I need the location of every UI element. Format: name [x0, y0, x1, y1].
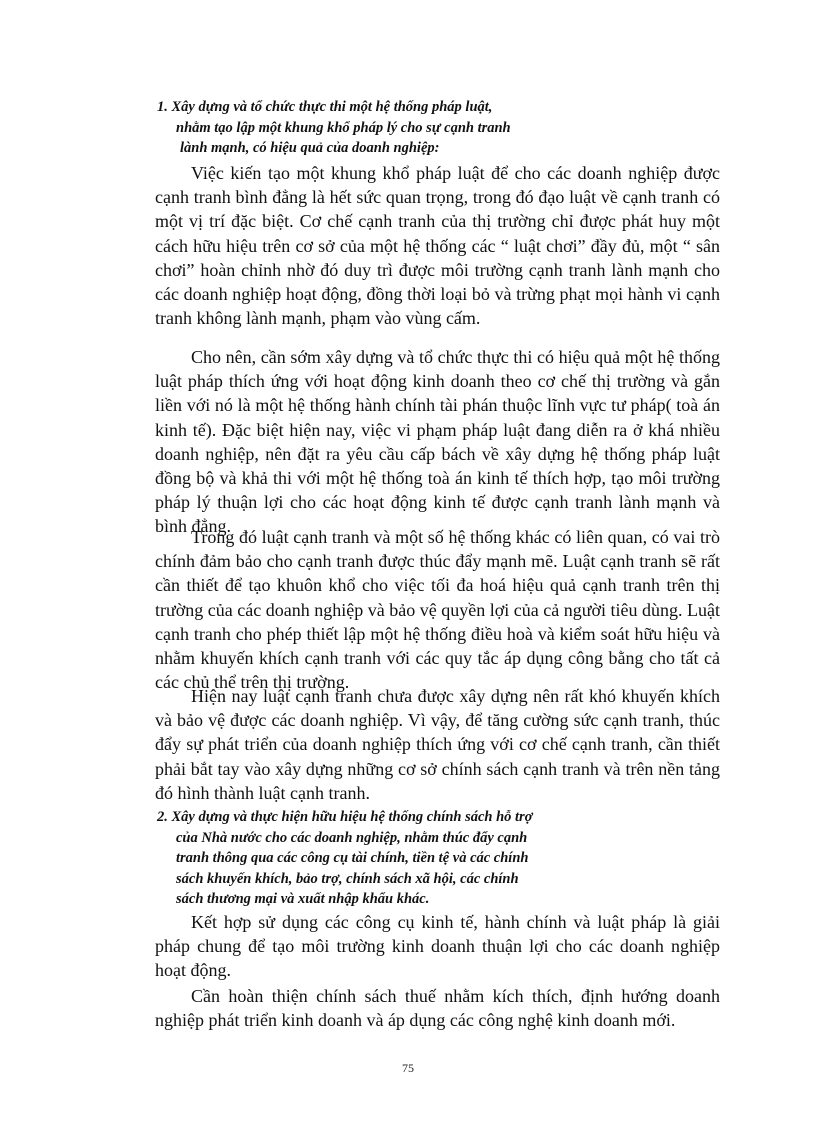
section-2-paragraph: Cần hoàn thiện chính sách thuế nhằm kích thích, định hướng doanh nghiệp phát triển kinh doanh và áp dụng các công nghệ kinh doanh mới. — [155, 986, 720, 1031]
section-2-heading-line: sách khuyến khích, bảo trợ, chính sách xã hội, các chính — [176, 870, 519, 887]
section-1-heading-line: 1. Xây dựng và tổ chức thực thi một hệ thống pháp luật, — [157, 99, 493, 115]
section-1-heading-line: lành mạnh, có hiệu quả của doanh nghiệp: — [180, 140, 440, 156]
section-1-heading-line: nhằm tạo lập một khung khổ pháp lý cho sự cạnh tranh — [176, 119, 511, 136]
section-1-paragraph: Cho nên, cần sớm xây dựng và tổ chức thực thi có hiệu quả một hệ thống luật pháp thích ứng với hoạt động kinh doanh theo cơ chế thị trường và gắn liền với nó là một hệ thống hành chính tài phán thuộc lĩnh vực tư pháp( toà án kinh tế). Đặc biệt hiện nay, việc vi phạm pháp luật đang diễn ra ở khá nhiều doanh nghiệp, nên đặt ra yêu cầu cấp bách về xây dựng hệ thống pháp luật đồng bộ và khả thi với một hệ thống toà án kinh tế thích hợp, tạo môi trường pháp lý thuận lợi cho các hoạt động kinh tế được cạnh tranh lành mạnh và bình đẳng. — [155, 347, 720, 537]
section-2-paragraph: Kết hợp sử dụng các công cụ kinh tế, hành chính và luật pháp là giải pháp chung để tạo môi trường kinh doanh thuận lợi cho các doanh nghiệp hoạt động. — [155, 912, 720, 981]
section-1-paragraph: Việc kiến tạo một khung khổ pháp luật để cho các doanh nghiệp được cạnh tranh bình đẳng là hết sức quan trọng, trong đó đạo luật về cạnh tranh có một vị trí đặc biệt. Cơ chế cạnh tranh của thị trường chỉ được phát huy một cách hữu hiệu trên cơ sở của một hệ thống các “ luật chơi” đầy đủ, một “ sân chơi” hoàn chỉnh nhờ đó duy trì được môi trường cạnh tranh lành mạnh cho các doanh nghiệp hoạt động, đồng thời loại bỏ và trừng phạt mọi hành vi cạnh tranh không lành mạnh, phạm vào vùng cấm. — [155, 163, 720, 329]
page-number: 75 — [402, 1061, 414, 1075]
section-2-heading-line: của Nhà nước cho các doanh nghiệp, nhằm thúc đẩy cạnh — [176, 829, 528, 846]
section-2-heading-line: tranh thông qua các công cụ tài chính, tiền tệ và các chính — [176, 850, 529, 866]
section-2-heading-line: sách thương mại và xuất nhập khẩu khác. — [176, 891, 430, 907]
section-2-heading — [157, 807, 533, 910]
section-2-heading-line: 2. Xây dựng và thực hiện hữu hiệu hệ thống chính sách hỗ trợ — [157, 809, 533, 825]
section-1-paragraph: Hiện nay luật cạnh tranh chưa được xây dựng nên rất khó khuyến khích và bảo vệ được các doanh nghiệp. Vì vậy, để tăng cường sức cạnh tranh, thúc đẩy sự phát triển của doanh nghiệp thích ứng với cơ chế cạnh tranh, cần thiết phải bắt tay vào xây dựng những cơ sở chính sách cạnh tranh và trên nền tảng đó hình thành luật cạnh tranh. — [155, 686, 720, 803]
section-1-paragraph: Trong đó luật cạnh tranh và một số hệ thống khác có liên quan, có vai trò chính đảm bảo cho cạnh tranh được thúc đẩy mạnh mẽ. Luật cạnh tranh sẽ rất cần thiết để tạo khuôn khổ cho việc tối đa hoá hiệu quả cạnh tranh trên thị trường của các doanh nghiệp và bảo vệ quyền lợi của cả người tiêu dùng. Luật cạnh tranh cho phép thiết lập một hệ thống điều hoà và kiểm soát hữu hiệu và nhằm khuyến khích cạnh tranh với các quy tắc áp dụng công bằng cho tất cả các chủ thể trên thị trường. — [155, 527, 720, 693]
section-1-heading — [157, 97, 511, 159]
